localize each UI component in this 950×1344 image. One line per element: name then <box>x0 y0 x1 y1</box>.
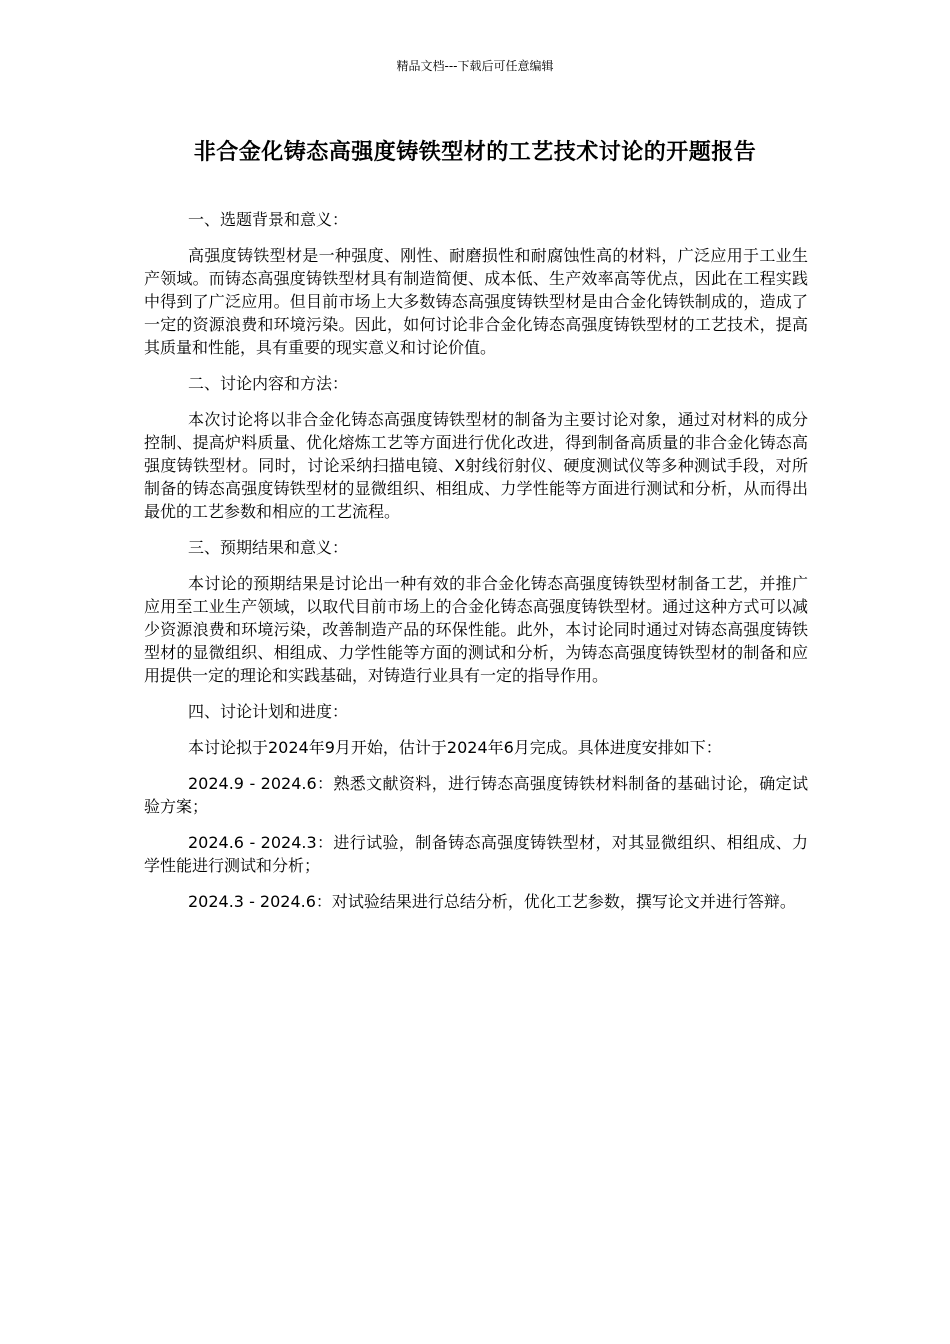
paragraph-content-methods: 本次讨论将以非合金化铸态高强度铸铁型材的制备为主要讨论对象，通过对材料的成分控制、提高炉料质量、优化熔炼工艺等方面进行优化改进，得到制备高质量的非合金化铸态高强度铸铁型材。同时，讨论采纳扫描电镜、X射线衍射仪、硬度测试仪等多种测试手段，对所制备的铸态高强度铸铁型材的显微组织、相组成、力学性能等方面进行测试和分析，从而得出最优的工艺参数和相应的工艺流程。 <box>144 410 808 521</box>
section-heading-content-methods: 二、讨论内容和方法： <box>188 374 349 393</box>
section-heading-expected-results: 三、预期结果和意义： <box>188 538 349 557</box>
schedule-item-2: 2024.6 - 2024.3：进行试验，制备铸态高强度铸铁型材，对其显微组织、相组成、力学性能进行测试和分析； <box>144 833 808 875</box>
page-header: 精品文档---下载后可任意编辑 <box>396 59 554 73</box>
schedule-item-3: 2024.3 - 2024.6：对试验结果进行总结分析，优化工艺参数，撰写论文并进行答辩。 <box>188 892 796 911</box>
section-heading-plan-schedule: 四、讨论计划和进度： <box>188 702 349 721</box>
schedule-item-1: 2024.9 - 2024.6：熟悉文献资料，进行铸态高强度铸铁材料制备的基础讨论，确定试验方案； <box>144 774 808 816</box>
section-heading-background: 一、选题背景和意义： <box>188 210 349 229</box>
paragraph-background: 高强度铸铁型材是一种强度、刚性、耐磨损性和耐腐蚀性高的材料，广泛应用于工业生产领域。而铸态高强度铸铁型材具有制造简便、成本低、生产效率高等优点，因此在工程实践中得到了广泛应用。但目前市场上大多数铸态高强度铸铁型材是由合金化铸铁制成的，造成了一定的资源浪费和环境污染。因此，如何讨论非合金化铸态高强度铸铁型材的工艺技术，提高其质量和性能，具有重要的现实意义和讨论价值。 <box>144 246 808 357</box>
document-title: 非合金化铸态高强度铸铁型材的工艺技术讨论的开题报告 <box>193 140 757 165</box>
document-body <box>144 208 808 926</box>
paragraph-expected-results: 本讨论的预期结果是讨论出一种有效的非合金化铸态高强度铸铁型材制备工艺，并推广应用至工业生产领域，以取代目前市场上的合金化铸态高强度铸铁型材。通过这种方式可以减少资源浪费和环境污染，改善制造产品的环保性能。此外，本讨论同时通过对铸态高强度铸铁型材的显微组织、相组成、力学性能等方面的测试和分析，为铸态高强度铸铁型材的制备和应用提供一定的理论和实践基础，对铸造行业具有一定的指导作用。 <box>144 574 808 685</box>
paragraph-plan-intro: 本讨论拟于2024年9月开始，估计于2024年6月完成。具体进度安排如下： <box>188 738 722 757</box>
